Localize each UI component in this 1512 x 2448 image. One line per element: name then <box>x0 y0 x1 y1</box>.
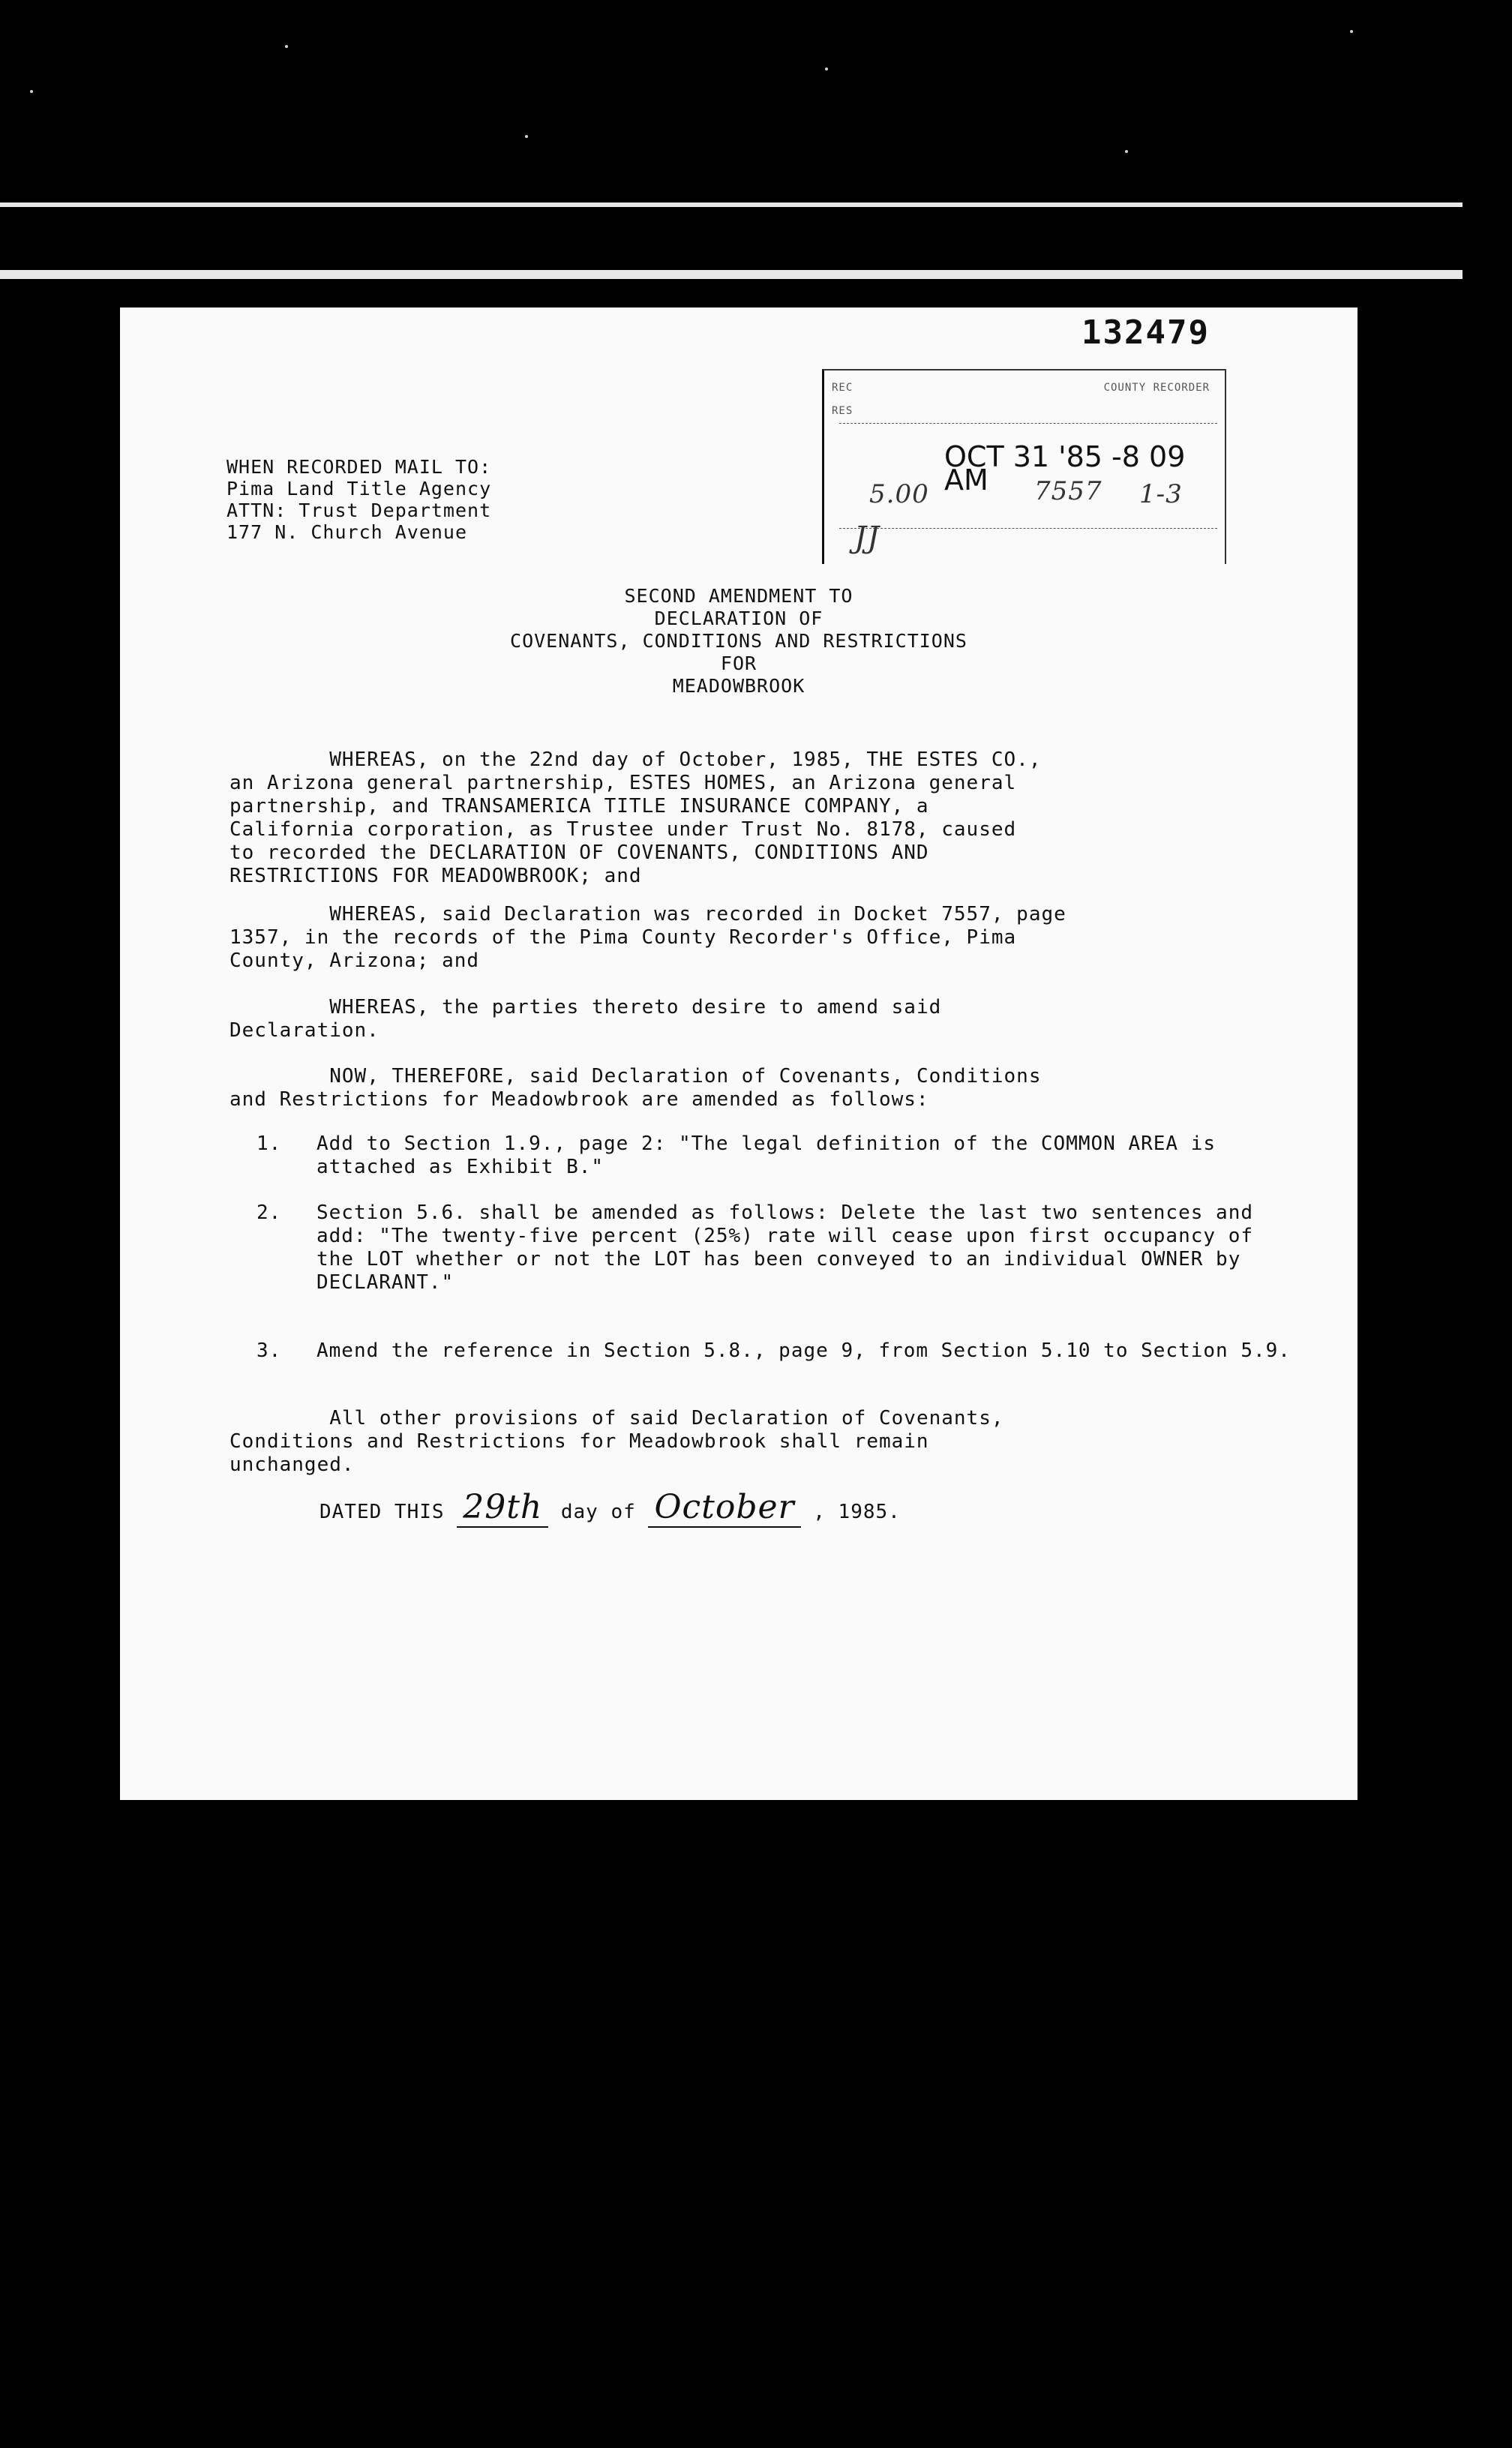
paragraph-remaining-provisions: All other provisions of said Declaration of Covenants, Conditions and Restrictions for Meadowbrook shall remain unchanged. <box>230 1407 1004 1476</box>
stamp-page: 1-3 <box>1139 479 1183 509</box>
document-title <box>120 585 1358 698</box>
paragraph-now-therefore: NOW, THEREFORE, said Declaration of Covenants, Conditions and Restrictions for Meadowbrook are amended as follows: <box>230 1065 1042 1111</box>
scan-background-top <box>0 0 1462 304</box>
dated-year: , 1985. <box>813 1501 901 1523</box>
amendment-item <box>256 1340 1292 1363</box>
scan-artifact-line <box>0 270 1462 279</box>
scan-background-right <box>1462 0 1512 2448</box>
scan-speck <box>825 68 828 70</box>
item-text: Add to Section 1.9., page 2: "The legal definition of the COMMON AREA is attached as Exhibit B." <box>316 1132 1216 1178</box>
mail-to-line: 177 N. Church Avenue <box>226 521 468 543</box>
margin-page-number: 1 <box>1264 1574 1299 1595</box>
scan-artifact-line <box>0 202 1462 207</box>
item-number: 2. <box>256 1202 282 1224</box>
paragraph-whereas-1: WHEREAS, on the 22nd day of October, 1985, THE ESTES CO., an Arizona general partnership, ESTES HOMES, an Arizona general partnership, and TRANSAMERICA TITLE INSURANCE COMPANY, a California corporation, as Trustee under Trust No. 8178, caused to recorded the DECLARATION OF COVENANTS, CONDITIONS AND RESTRICTIONS FOR MEADOWBROOK; and <box>230 748 1042 887</box>
margin-docket-number: 7557 <box>1256 1360 1295 1453</box>
recorder-stamp <box>822 369 1226 564</box>
scan-speck <box>525 135 528 138</box>
stamp-rule <box>839 423 1217 424</box>
title-line: DECLARATION OF <box>654 608 824 629</box>
document-page <box>120 308 1358 1800</box>
scan-speck <box>30 90 33 93</box>
item-text: Section 5.6. shall be amended as follows: Delete the last two sentences and add: "The twenty-five percent (25%) rate will cease upon first occupancy of the LOT whether or not the LOT has been conveyed to an individual OWNER by DECLARANT." <box>316 1202 1253 1294</box>
mail-to-block <box>226 456 491 543</box>
item-number: 3. <box>256 1340 282 1362</box>
paragraph-whereas-3: WHEREAS, the parties thereto desire to amend said Declaration. <box>230 996 942 1042</box>
scan-speck <box>1350 30 1353 33</box>
title-line: SECOND AMENDMENT TO <box>624 585 854 607</box>
mail-to-line: WHEN RECORDED MAIL TO: <box>226 456 492 478</box>
mail-to-line: ATTN: Trust Department <box>226 500 492 521</box>
amendment-item <box>256 1132 1292 1179</box>
title-line: MEADOWBROOK <box>672 675 806 697</box>
amendment-item <box>256 1202 1292 1294</box>
item-number: 1. <box>256 1132 282 1155</box>
stamp-docket: 7557 <box>1034 476 1102 506</box>
stamp-by: JJ <box>854 520 880 555</box>
scan-speck <box>1125 150 1128 153</box>
stamp-header-left: REC RES <box>832 382 854 417</box>
stamp-fee: 5.00 <box>869 479 929 509</box>
dated-month-handwritten: October <box>648 1488 800 1528</box>
stamp-rule <box>839 528 1217 529</box>
dated-middle: day of <box>560 1501 636 1523</box>
paragraph-whereas-2: WHEREAS, said Declaration was recorded in Docket 7557, page 1357, in the records of the Pima County Recorder's Office, Pima County, Arizona; and <box>230 903 1066 972</box>
scan-speck <box>285 45 288 48</box>
stamp-header-right: COUNTY RECORDER <box>1103 382 1210 394</box>
dated-line <box>320 1488 901 1526</box>
title-line: FOR <box>720 652 758 674</box>
stamp-date-time: OCT 31 '85 -8 09 AM <box>944 440 1186 496</box>
dated-prefix: DATED THIS <box>320 1501 445 1523</box>
title-line: COVENANTS, CONDITIONS AND RESTRICTIONS <box>510 630 968 652</box>
document-number: 132479 <box>1082 314 1210 352</box>
mail-to-line: Pima Land Title Agency <box>226 478 492 500</box>
item-text: Amend the reference in Section 5.8., page 9, from Section 5.10 to Section 5.9. <box>316 1340 1291 1362</box>
dated-day-handwritten: 29th <box>457 1488 548 1528</box>
